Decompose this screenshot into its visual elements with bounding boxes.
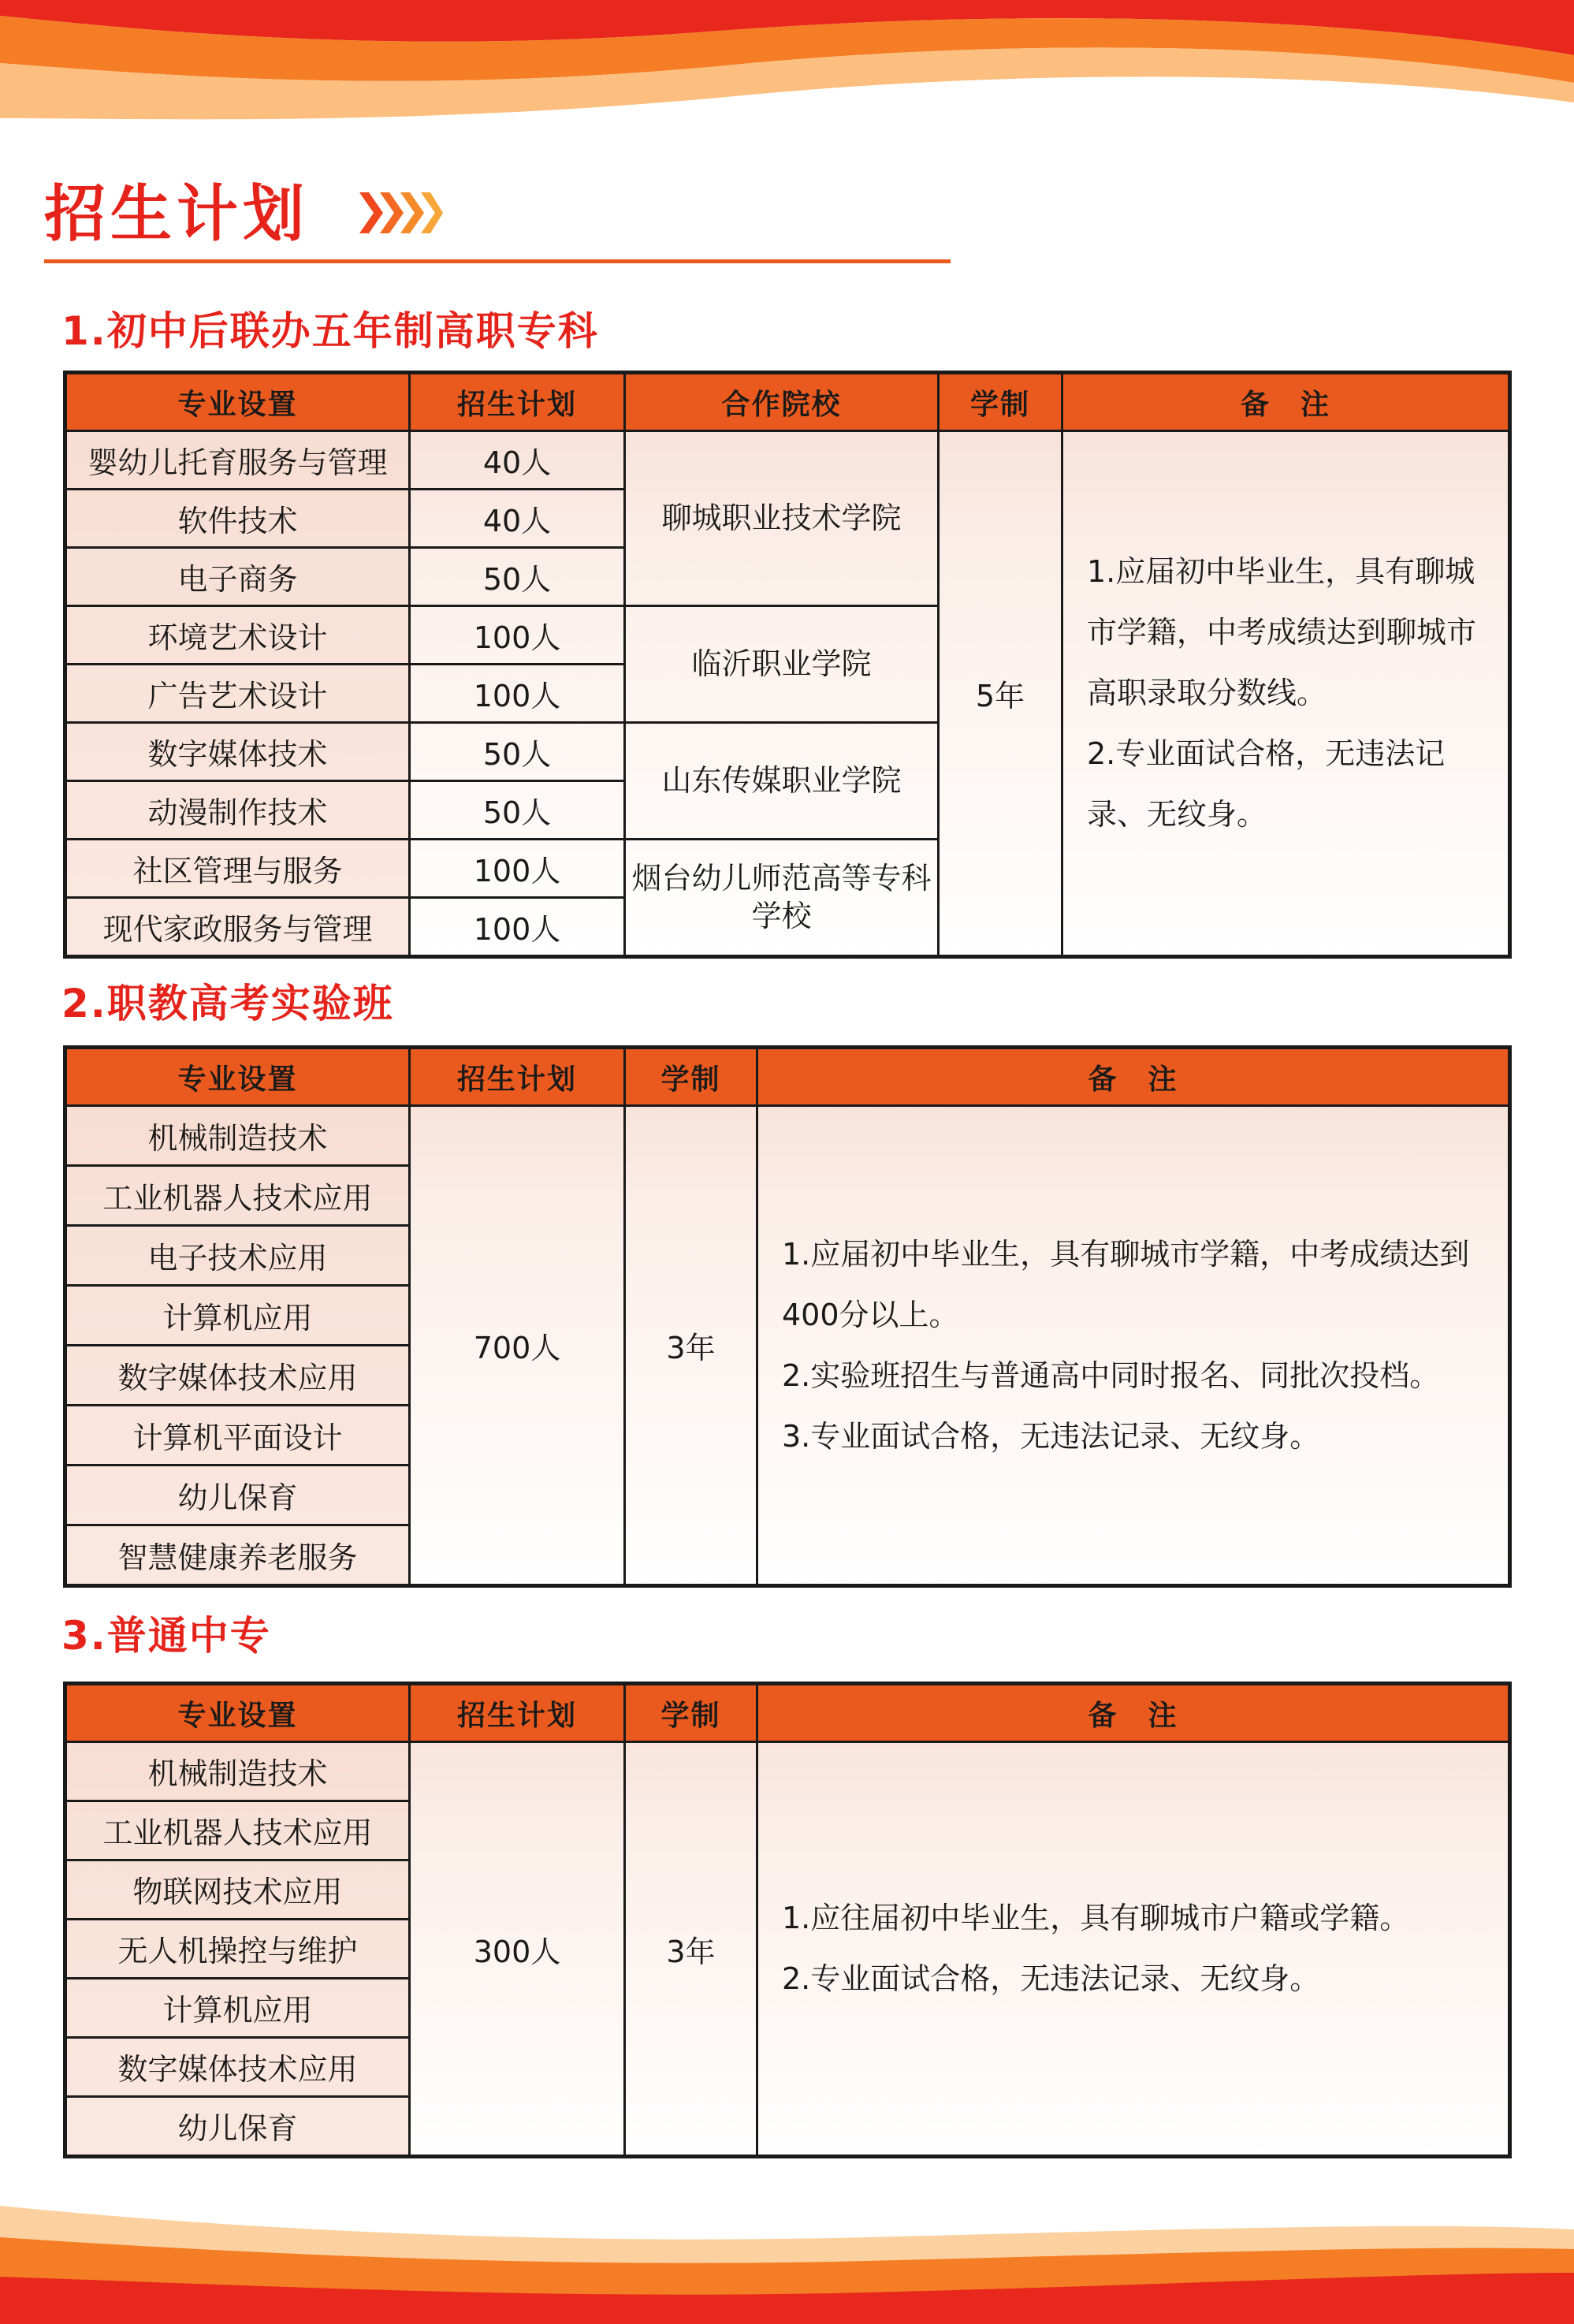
major-cell: 工业机器人技术应用 [65,1165,410,1225]
header-plan: 招生计划 [410,1684,625,1742]
chevrons-icon [356,188,443,238]
section3-title: 3.普通中专 [61,1613,271,1659]
header-duration: 学制 [625,1048,757,1106]
section2-title: 2.职教高考实验班 [61,981,394,1026]
remark-line: 2.实验班招生与普通高中同时报名、同批次投档。 [782,1358,1440,1393]
plan-cell: 50人 [410,722,625,780]
school-cell: 临沂职业学院 [625,605,939,722]
major-cell: 现代家政服务与管理 [65,897,410,956]
section2-table [63,1045,1512,1588]
school-cell: 聊城职业技术学院 [625,431,939,606]
major-cell: 数字媒体技术应用 [65,1345,410,1405]
header-remarks: 备 注 [1062,373,1510,431]
major-cell: 计算机平面设计 [65,1405,410,1465]
plan-cell: 40人 [410,489,625,547]
plan-cell: 100人 [410,664,625,722]
major-cell: 数字媒体技术 [65,722,410,780]
table-header-row [65,1684,1510,1742]
header-duration: 学制 [625,1684,757,1742]
plan-cell: 50人 [410,780,625,839]
duration-cell: 3年 [625,1742,757,2157]
major-cell: 机械制造技术 [65,1106,410,1166]
table-row [65,431,1510,490]
major-cell: 工业机器人技术应用 [65,1801,410,1860]
remark-line: 3.专业面试合格，无违法记录、无纹身。 [782,1418,1320,1454]
major-cell: 机械制造技术 [65,1742,410,1801]
plan-cell: 300人 [410,1742,625,2157]
remark-line: 1.应届初中毕业生，具有聊城市学籍，中考成绩达到聊城市高职录取分数线。 [1087,554,1477,710]
major-cell: 幼儿保育 [65,1465,410,1525]
major-cell: 物联网技术应用 [65,1860,410,1919]
plan-cell: 40人 [410,431,625,490]
remark-line: 2.专业面试合格，无违法记录、无纹身。 [1087,736,1446,832]
header-major: 专业设置 [65,373,410,431]
table-row [65,1742,1510,1801]
header-duration: 学制 [939,373,1062,431]
major-cell: 环境艺术设计 [65,605,410,664]
plan-cell: 700人 [410,1106,625,1586]
school-cell: 山东传媒职业学院 [625,722,939,839]
remarks-cell [1062,431,1510,957]
table-header-row [65,373,1510,431]
major-cell: 电子技术应用 [65,1225,410,1285]
major-cell: 社区管理与服务 [65,839,410,897]
major-cell: 无人机操控与维护 [65,1919,410,1978]
bottom-wave-decoration [0,2174,1574,2324]
major-cell: 计算机应用 [65,1285,410,1345]
page-title: 招生计划 [44,179,310,250]
school-cell: 烟台幼儿师范高等专科学校 [625,839,939,956]
duration-cell: 5年 [939,431,1062,957]
header-plan: 招生计划 [410,373,625,431]
duration-cell: 3年 [625,1106,757,1586]
major-cell: 智慧健康养老服务 [65,1525,410,1585]
section1-table [63,371,1512,959]
plan-cell: 100人 [410,605,625,664]
major-cell: 计算机应用 [65,1978,410,2037]
major-cell: 广告艺术设计 [65,664,410,722]
section3-table [63,1682,1512,2158]
header-major: 专业设置 [65,1048,410,1106]
major-cell: 数字媒体技术应用 [65,2037,410,2096]
header-major: 专业设置 [65,1684,410,1742]
major-cell: 软件技术 [65,489,410,547]
major-cell: 婴幼儿托育服务与管理 [65,431,410,490]
plan-cell: 100人 [410,897,625,956]
section1-title: 1.初中后联办五年制高职专科 [61,308,599,354]
plan-cell: 100人 [410,839,625,897]
table-header-row [65,1048,1510,1106]
header-plan: 招生计划 [410,1048,625,1106]
major-cell: 动漫制作技术 [65,780,410,839]
header-remarks: 备 注 [757,1048,1510,1106]
major-cell: 电子商务 [65,547,410,605]
top-wave-decoration [0,0,1574,158]
remark-line: 2.专业面试合格，无违法记录、无纹身。 [782,1961,1320,1996]
header-remarks: 备 注 [757,1684,1510,1742]
remark-line: 1.应往届初中毕业生，具有聊城市户籍或学籍。 [782,1901,1410,1935]
remarks-cell [757,1106,1510,1586]
remarks-cell [757,1742,1510,2157]
table-row [65,1106,1510,1166]
remark-line: 1.应届初中毕业生，具有聊城市学籍，中考成绩达到400分以上。 [782,1236,1470,1332]
major-cell: 幼儿保育 [65,2096,410,2156]
header-school: 合作院校 [625,373,939,431]
title-underline [44,259,951,263]
plan-cell: 50人 [410,547,625,605]
